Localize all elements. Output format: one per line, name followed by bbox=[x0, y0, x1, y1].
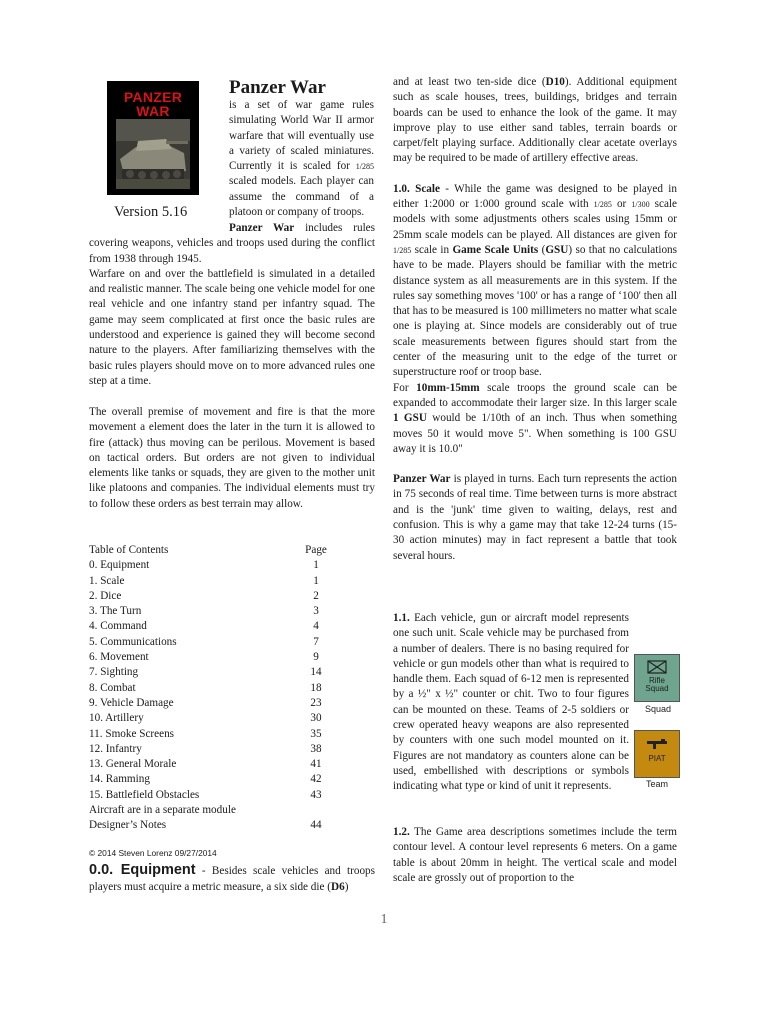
toc-row bbox=[89, 665, 332, 680]
version-label: Version 5.16 bbox=[114, 204, 188, 220]
toc-row bbox=[89, 742, 332, 757]
table-of-contents bbox=[89, 543, 332, 834]
toc-page: 42 bbox=[310, 773, 322, 786]
tank-photo bbox=[116, 119, 190, 189]
toc-label: 8. Combat bbox=[89, 681, 136, 694]
section-1-1: 1.1. Each vehicle, gun or aircraft model represents one such unit. Scale vehicle may be purchased from a number of dealers. There is no basing required for vehicle or gun models other than what is required to handle them. Each squad of 6-12 men is represented by a ½" x ½" counter or chit. Two to four figures can be mounted on these. Teams of 2-5 soldiers or crew operated heavy weapons are also represented by counters with one such model mounted on it. Figures are not mandatory as counters alone can be used, embellished with descriptions or symbols indicating what type or kind of unit it represents. bbox=[393, 612, 629, 793]
toc-page: 14 bbox=[310, 666, 322, 679]
toc-label: 7. Sighting bbox=[89, 666, 139, 679]
rifle-squad-counter: Rifle Squad bbox=[634, 654, 680, 702]
toc-row bbox=[89, 558, 332, 573]
toc-row bbox=[89, 788, 332, 803]
section-1-1-heading: 1.1. bbox=[393, 612, 410, 624]
team-caption: Team bbox=[646, 779, 669, 789]
toc-page: 3 bbox=[313, 605, 319, 618]
toc-page: 1 bbox=[313, 574, 319, 587]
toc-row bbox=[89, 589, 332, 604]
toc-page: 44 bbox=[310, 819, 322, 832]
toc-page: 30 bbox=[310, 712, 322, 725]
toc-label: 11. Smoke Screens bbox=[89, 727, 175, 740]
toc-page: 35 bbox=[310, 727, 322, 740]
intro-paragraph: is a set of war game rules simulating World War II armor warfare that will eventually use a variety of scaled miniatures. Currently it is scaled for 1/285 scaled models. Each player can assume the command of a platoon or company of troops. bbox=[229, 99, 374, 219]
premise-paragraph: The overall premise of movement and fire is that the more movement a element does the later in the turn it is allowed to fire (attack) thus moving can be perilous. Movement is based on tactical orders. But orders are not given to individual elements like tanks or squads, they are given to the mother unit like platoons and companies. The individual elements must try to follow these orders as best terrain may allow. bbox=[89, 406, 375, 510]
turns-paragraph: Panzer War is played in turns. Each turn represents the action in 75 seconds of real time. Time between turns is more abstract and is the 'junk' time given to waiting, delays, rest and confusion. This is why a game may that take 12-24 turns (15-30 action minutes) may in fact represent a battle that took several hours. bbox=[393, 473, 677, 562]
toc-row bbox=[89, 757, 332, 772]
toc-row bbox=[89, 650, 332, 665]
warfare-paragraph: Warfare on and over the battlefield is simulated in a detailed and realistic manner. The scale being one vehicle model for one real vehicle and one infantry stand per infantry squad. The game may seem complicated at first once the basic rules are understood and experience is gained they will become second nature to the players. After familiarizing themselves with the basic rules players should move on to more advanced rules one step at a time. bbox=[89, 267, 375, 387]
toc-label: 2. Dice bbox=[89, 589, 122, 602]
page-title: Panzer War bbox=[229, 77, 326, 98]
scale-10mm-paragraph: For 10mm-15mm scale troops the ground scale can be expanded to accommodate their larger size. In this larger scale 1 GSU would be 1/10th of an inch. Thus when something moves 50 it would move 5". When something is 100 GSU away it is 10.0" bbox=[393, 381, 678, 455]
equipment-section: 0.0. Equipment - Besides scale vehicles and troops players must acquire a metric measure, a six side die (D6) bbox=[89, 862, 375, 893]
squad-caption: Squad bbox=[645, 704, 672, 714]
toc-row bbox=[89, 818, 332, 833]
toc-row bbox=[89, 711, 332, 726]
toc-label: 3. The Turn bbox=[89, 605, 142, 618]
toc-label: 4. Command bbox=[89, 620, 147, 633]
toc-row bbox=[89, 803, 332, 818]
weapon-icon bbox=[635, 737, 679, 753]
toc-row bbox=[89, 681, 332, 696]
toc-label: 14. Ramming bbox=[89, 773, 150, 786]
section-1-2-heading: 1.2. bbox=[393, 826, 410, 838]
cover-title: PANZER WAR bbox=[123, 89, 183, 119]
toc-page: 23 bbox=[310, 696, 322, 709]
toc-row bbox=[89, 635, 332, 650]
toc-label: 6. Movement bbox=[89, 651, 149, 664]
right-column bbox=[393, 75, 677, 564]
scale-fraction: 1/285 bbox=[355, 162, 374, 172]
toc-label: 15. Battlefield Obstacles bbox=[89, 788, 200, 801]
toc-row bbox=[89, 727, 332, 742]
equipment-continuation: and at least two ten-side dice (D10). Additional equipment such as scale houses, trees, buildings, bridges and terrain boards can be used to enhance the look of the game. It may improve play to use either sand tables, terrain boards or carpet/felt playing surface. Additionally clear acetate overlays may be required to be made of artillery effective areas. bbox=[393, 76, 677, 165]
toc-label: Designer’s Notes bbox=[89, 819, 167, 832]
section-1-2: 1.2. The Game area descriptions sometimes include the term contour level. A contour level represents 6 meters. On a game table is about 20mm in height. The vertical scale and model scale are grossly out of proportion to the bbox=[393, 826, 677, 884]
toc-page: 18 bbox=[310, 681, 322, 694]
toc-row bbox=[89, 696, 332, 711]
toc-page: 9 bbox=[313, 651, 319, 664]
toc-page: 2 bbox=[313, 589, 319, 602]
scale-section: 1.0. Scale - While the game was designed to be played in either 1:2000 or 1:000 ground scale with 1/285 or 1/300 scale models with some adjustments others scales using 15mm or 25mm scale models can be played. All distances are given for 1/285 scale in Game Scale Units (GSU) so that no calculations have to be made. Players should be familiar with the metric distance system as all measurements are in this system. If the rules say something moves '100' or has a range of ‘100' then all that has to be measured is 100 millimeters no matter what scale one is playing at. Since models are considerably out of true scale measurements between figures should start from the center of the measuring unit to the edge of the turret or superstructure roof or troop base. bbox=[393, 182, 677, 379]
toc-page bbox=[300, 803, 332, 818]
toc-row bbox=[89, 619, 332, 634]
piat-team-counter: PIAT bbox=[634, 730, 680, 778]
toc-page: 1 bbox=[313, 559, 319, 572]
toc-page: 41 bbox=[310, 758, 322, 771]
toc-label: 12. Infantry bbox=[89, 742, 142, 755]
toc-label: 1. Scale bbox=[89, 574, 125, 587]
toc-label: Aircraft are in a separate module bbox=[89, 804, 236, 817]
toc-row bbox=[89, 604, 332, 619]
page-number: 1 bbox=[380, 912, 388, 927]
toc-page: 43 bbox=[310, 788, 322, 801]
toc-label: 9. Vehicle Damage bbox=[89, 696, 174, 709]
copyright: © 2014 Steven Lorenz 09/27/2014 bbox=[89, 848, 217, 858]
toc-label: 13. General Morale bbox=[89, 758, 177, 771]
intro-continuation: Panzer War includes rules covering weapons, vehicles and troops used during the conflict from 1938 through 1945. Warfare on and over the battlefield is simulated in a detailed and realistic manner. The scale being one vehicle model for one real vehicle and one infantry stand per infantry squad. The game may seem complicated at first once the basic rules are understood and experience is gained they will become second nature to the players. After familiarizing themselves with the basic rules players should move on to more advanced rules one step at a time. bbox=[89, 221, 375, 389]
scale-heading: 1.0. Scale bbox=[393, 182, 440, 195]
toc-label: 0. Equipment bbox=[89, 559, 150, 572]
toc-label: 5. Communications bbox=[89, 635, 177, 648]
toc-row bbox=[89, 772, 332, 787]
toc-label: 10. Artillery bbox=[89, 712, 144, 725]
equipment-heading: 0.0. Equipment bbox=[89, 862, 196, 878]
toc-row bbox=[89, 574, 332, 589]
toc-page: 4 bbox=[313, 620, 319, 633]
cover-image bbox=[107, 81, 199, 195]
toc-header: Table of Contents Page bbox=[89, 544, 327, 556]
toc-page: 7 bbox=[313, 635, 319, 648]
toc-page: 38 bbox=[310, 742, 322, 755]
